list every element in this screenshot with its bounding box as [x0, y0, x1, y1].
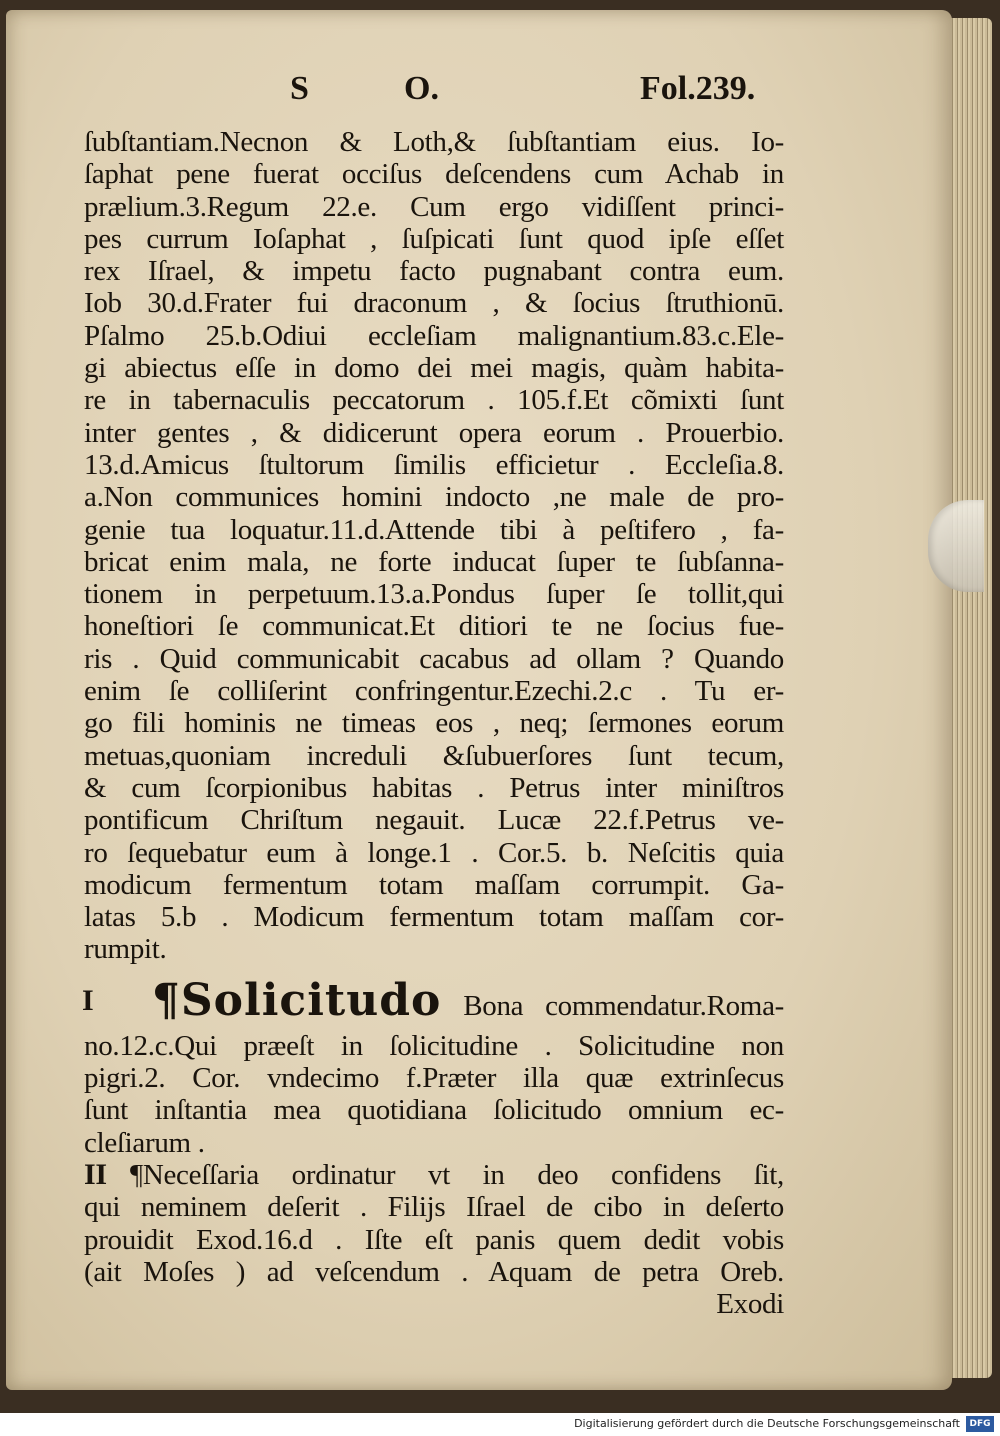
section-1-heading [84, 972, 784, 1030]
text-line: a.Non communices homini indocto ,ne male de pro- [84, 481, 784, 514]
section-2-first-line-text: ¶Neceſſaria ordinatur vt in deo confidens ſit, [130, 1158, 784, 1191]
text-line: go fili hominis ne timeas eos , neq; ſermones eorum [84, 707, 784, 740]
text-line: latas 5.b . Modicum fermentum totam maſſam cor- [84, 901, 784, 934]
section-1-text [84, 1030, 784, 1159]
text-line: (ait Moſes ) ad veſcendum . Aquam de petra Oreb. [84, 1255, 784, 1288]
text-line: re in tabernaculis peccatorum . 105.f.Et cõmixti ſunt [84, 384, 784, 417]
text-line: Pſalmo 25.b.Odiui eccleſiam malignantium.83.c.Ele- [84, 319, 784, 352]
section-1-number: I [82, 983, 94, 1017]
folio-number: Fol.239. [640, 70, 756, 107]
text-line: inter gentes , & didicerunt opera eorum . Prouerbio. [84, 416, 784, 449]
text-line: pes currum Ioſaphat , ſuſpicati ſunt quod ipſe eſſet [84, 222, 784, 255]
text-line: pigri.2. Cor. vndecimo f.Præter illa quæ extrinſecus [84, 1062, 784, 1095]
running-header [0, 70, 1000, 120]
section-2-first-line [84, 1159, 784, 1191]
text-line: genie tua loquatur.11.d.Attende tibi à peſtifero , fa- [84, 513, 784, 546]
body-paragraph [84, 126, 784, 966]
text-line: tionem in perpetuum.13.a.Pondus ſuper ſe tollit,qui [84, 578, 784, 611]
header-mid-letter: O. [404, 70, 439, 107]
text-line: honeſtiori ſe communicat.Et ditiori te ne ſocius fue- [84, 610, 784, 643]
text-line: bricat enim mala, ne forte inducat ſuper te ſubſanna- [84, 545, 784, 578]
catchword: Exodi [716, 1288, 784, 1321]
text-line: no.12.c.Qui præeſt in ſolicitudine . Solicitudine non [84, 1029, 784, 1062]
section-2-text [84, 1191, 784, 1288]
header-left-letter: S [290, 70, 309, 107]
text-line: 13.d.Amicus ſtultorum ſimilis efficietur . Eccleſia.8. [84, 448, 784, 481]
text-line: metuas,quoniam increduli &ſubuerſores ſunt tecum, [84, 739, 784, 772]
text-line: qui neminem deſerit . Filijs Iſrael de cibo in deſerto [84, 1191, 784, 1224]
text-line: prouidit Exod.16.d . Iſte eſt panis quem dedit vobis [84, 1223, 784, 1256]
text-line: & cum ſcorpionibus habitas . Petrus inter miniſtros [84, 771, 784, 804]
dfg-logo: DFG [966, 1416, 994, 1432]
text-line: rumpit. [84, 933, 167, 966]
text-line: enim ſe colliſerint confringentur.Ezechi.2.c . Tu er- [84, 675, 784, 708]
section-2-number: II [84, 1157, 107, 1191]
body-text [84, 126, 784, 1320]
text-line: rex Iſrael, & impetu facto pugnabant contra eum. [84, 255, 784, 288]
text-line: ſaphat pene fuerat occiſus deſcendens cum Achab in [84, 158, 784, 191]
text-line: ſubſtantiam.Necnon & Loth,& ſubſtantiam eius. Io- [84, 126, 784, 158]
text-line: ſunt inſtantia mea quotidiana ſolicitudo omnium ec- [84, 1094, 784, 1127]
section-1-heading-word: ¶Solicitudo [151, 974, 442, 1026]
text-line: prælium.3.Regum 22.e. Cum ergo vidiſſent princi- [84, 190, 784, 223]
footer-bar [0, 1413, 1000, 1436]
text-line: ris . Quid communicabit cacabus ad ollam ? Quando [84, 642, 784, 675]
text-line: modicum fermentum totam maſſam corrumpit. Ga- [84, 868, 784, 901]
funding-credit: Digitalisierung gefördert durch die Deutsche Forschungsgemeinschaft [574, 1417, 960, 1430]
section-1-heading-rest: Bona commendatur.Roma- [463, 989, 784, 1022]
text-line: gi abiectus eſſe in domo dei mei magis, quàm habita- [84, 352, 784, 385]
text-line: Iob 30.d.Frater fui draconum , & ſocius ſtruthionū. [84, 287, 784, 320]
text-line: ro ſequebatur eum à longe.1 . Cor.5. b. Neſcitis quia [84, 836, 784, 869]
text-line: pontificum Chriſtum negauit. Lucæ 22.f.Petrus ve- [84, 804, 784, 837]
text-line: cleſiarum . [84, 1126, 205, 1159]
